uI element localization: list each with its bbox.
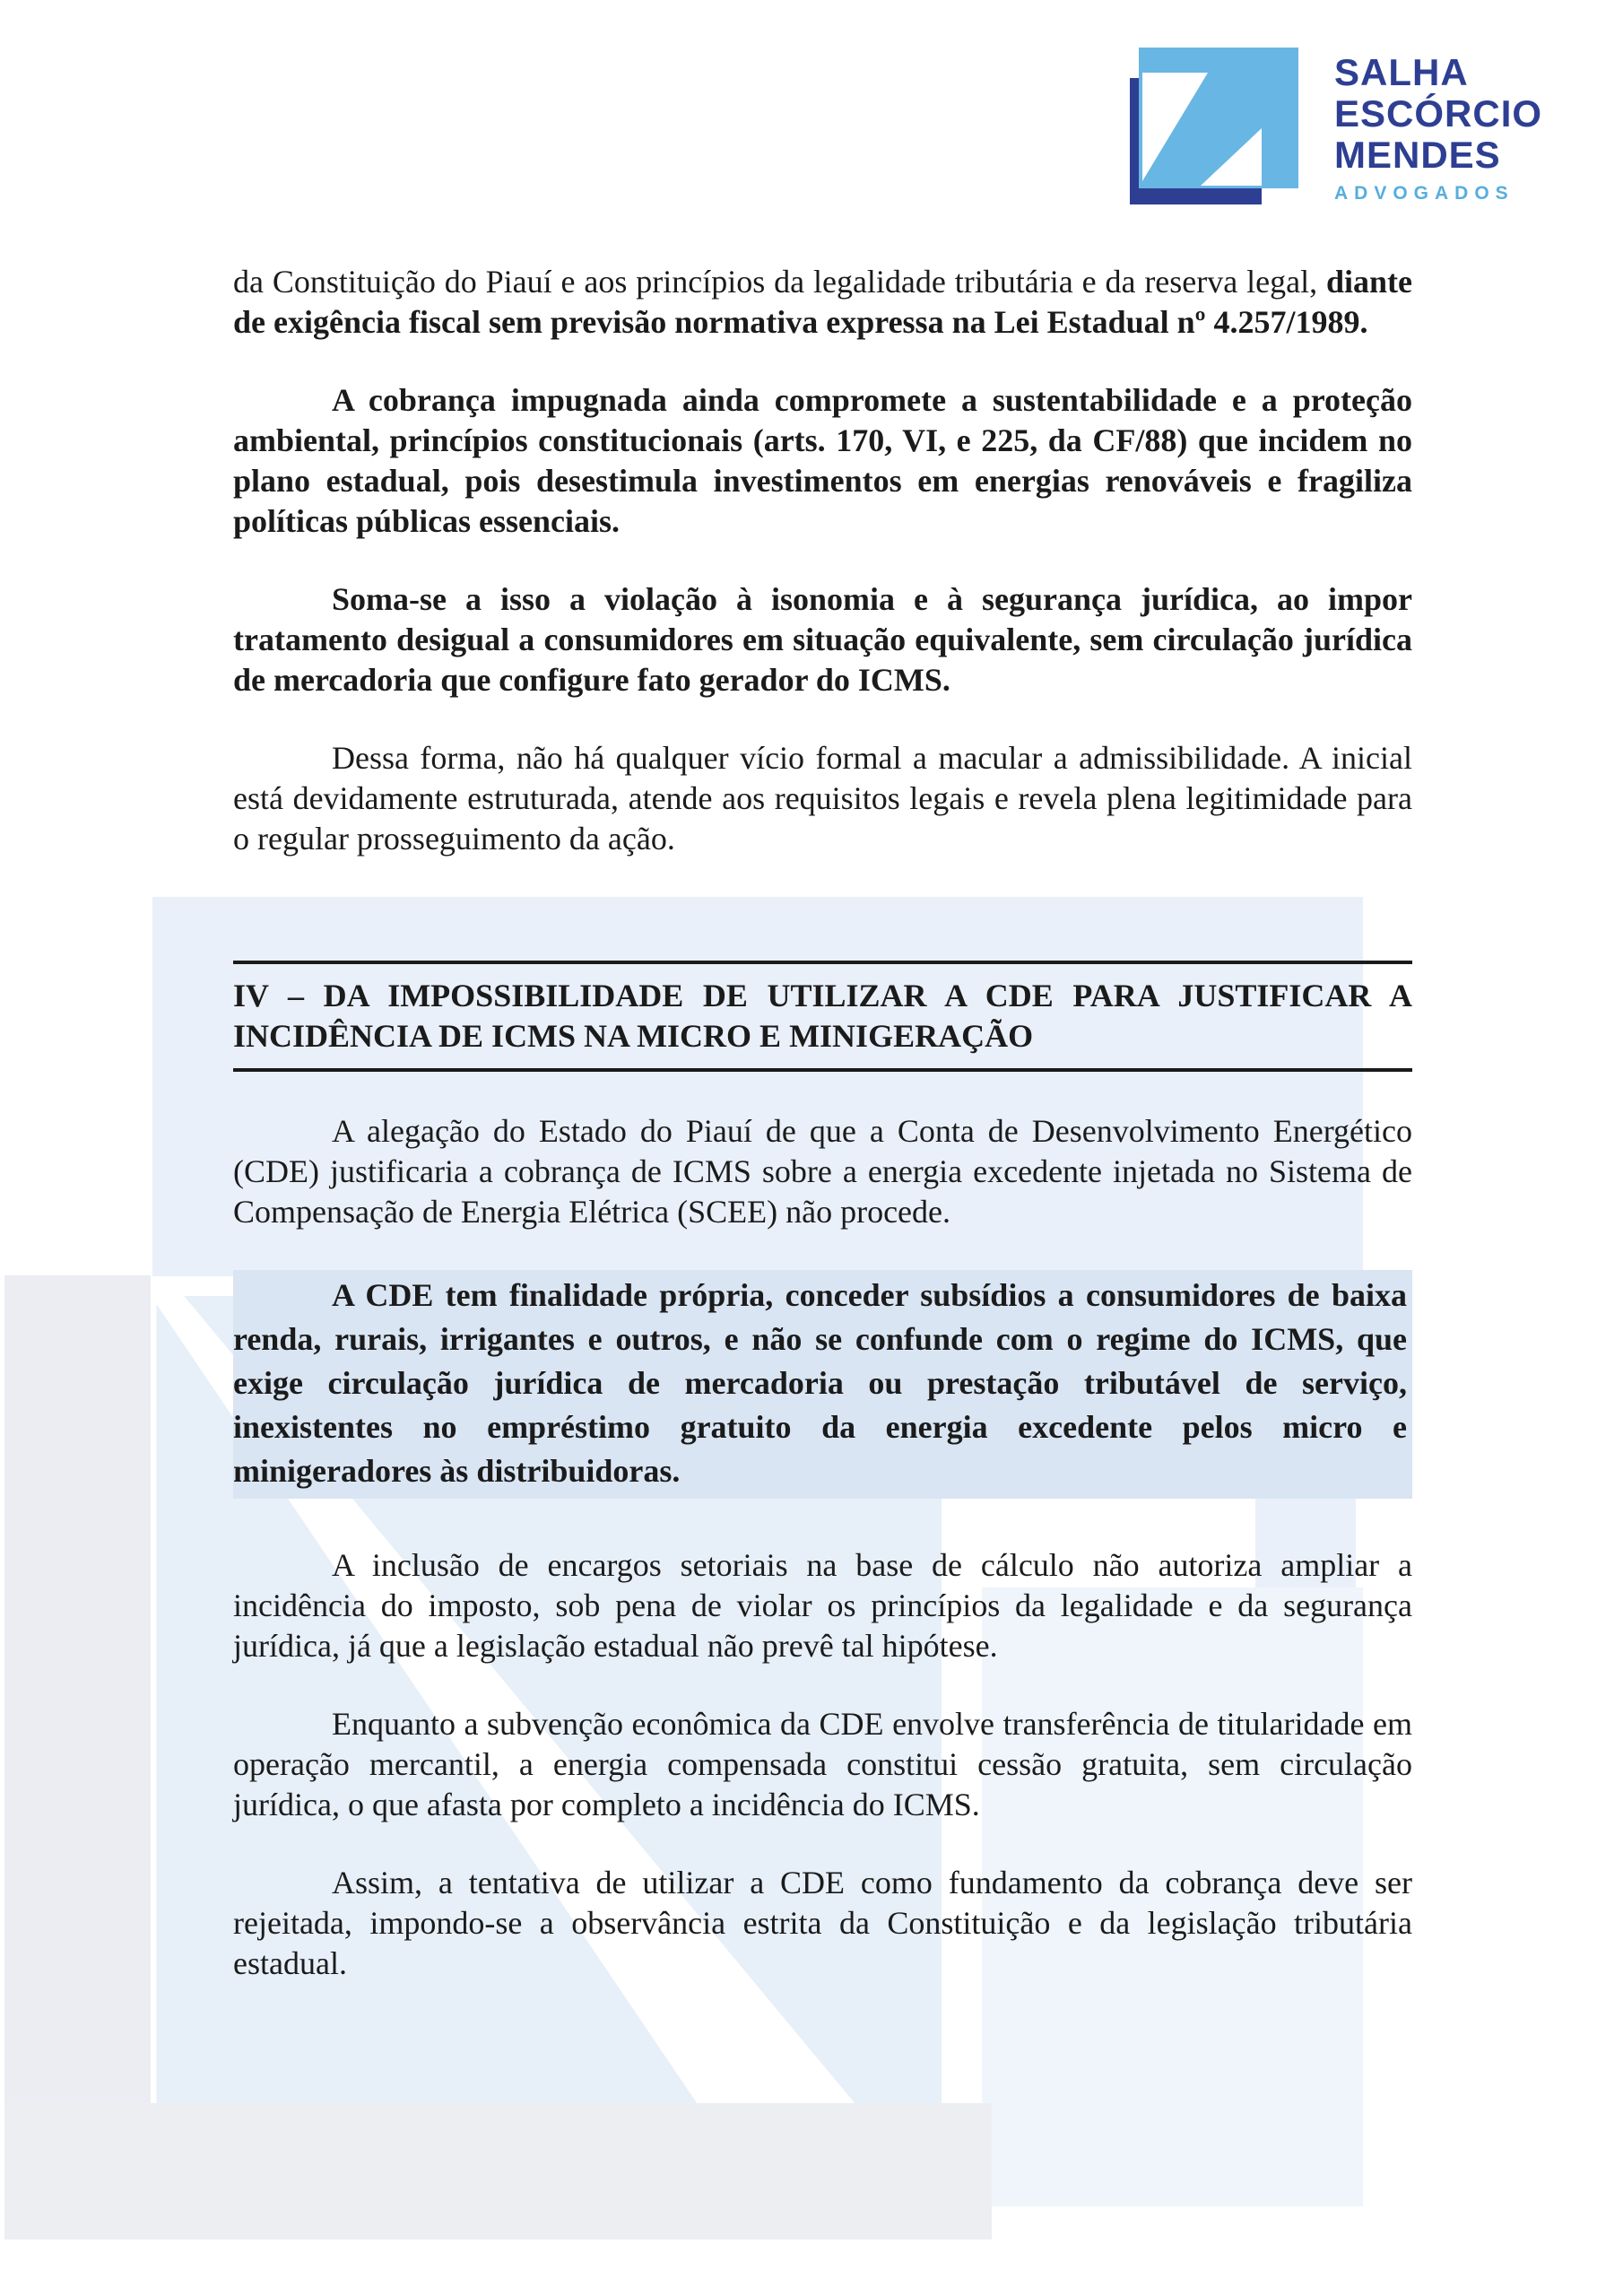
text-run: A alegação do Estado do Piauí de que a Conta de Desenvolvimento Energético (CDE) justificaria a cobrança de ICMS sobre a energia excedente injetada no Sistema de Compensação de Energia Elétrica (SCEE) não procede.: [233, 1113, 1412, 1230]
text-run: Enquanto a subvenção econômica da CDE envolve transferência de titularidade em operação mercantil, a energia compensada constitui cessão gratuita, sem circulação jurídica, o que afasta por completo a incidência do ICMS.: [233, 1706, 1412, 1822]
law-firm-logo-icon: [1130, 45, 1309, 206]
paragraph: [233, 1111, 1412, 1232]
logo-name-line1: SALHA: [1334, 51, 1469, 93]
paragraph-highlighted: [233, 1270, 1412, 1499]
logo-lightblue-square: [1139, 48, 1298, 188]
text-run: A CDE tem finalidade própria, conceder subsídios a consumidores de baixa renda, rurais, irrigantes e outros, e não se confunde com o regime do ICMS, que exige circulação jurídica de mercadoria ou prestação tributável de serviço, inexistentes no empréstimo gratuito da energia excedente pelos micro e minigeradores às distribuidoras.: [233, 1277, 1407, 1489]
logo-subtitle: ADVOGADOS: [1334, 183, 1515, 204]
paragraph: [233, 262, 1412, 343]
paragraph: [233, 380, 1412, 542]
document-body: [233, 262, 1412, 2022]
text-run: A cobrança impugnada ainda compromete a sustentabilidade e a proteção ambiental, princípios constitucionais (arts. 170, VI, e 225, da CF/88) que incidem no plano estadual, pois desestimula investimentos em energias renováveis e fragiliza políticas públicas essenciais.: [233, 382, 1412, 539]
logo-name-line3: MENDES: [1334, 134, 1501, 176]
text-run: A inclusão de encargos setoriais na base de cálculo não autoriza ampliar a incidência do imposto, sob pena de violar os princípios da legalidade e da segurança jurídica, já que a legislação estadual não prevê tal hipótese.: [233, 1547, 1412, 1664]
section-heading: IV – DA IMPOSSIBILIDADE DE UTILIZAR A CDE PARA JUSTIFICAR A INCIDÊNCIA DE ICMS NA MICRO E MINIGERAÇÃO: [233, 961, 1412, 1072]
paragraph: [233, 579, 1412, 700]
logo-name-line2: ESCÓRCIO: [1334, 92, 1543, 135]
logo-arrow-cutout: [1139, 48, 1298, 188]
logo-wordmark: [1334, 45, 1542, 206]
text-run: da Constituição do Piauí e aos princípios da legalidade tributária e da reserva legal,: [233, 264, 1326, 300]
watermark-shape-left-band: [4, 1275, 151, 2193]
text-run: Soma-se a isso a violação à isonomia e à segurança jurídica, ao impor tratamento desigual a consumidores em situação equivalente, sem circulação jurídica de mercadoria que configure fato gerador do ICMS.: [233, 581, 1412, 698]
letterhead-logo: [1130, 45, 1542, 206]
text-run: diante de exigência fiscal sem previsão normativa expressa na Lei Estadual nº 4.257/1989.: [233, 264, 1412, 340]
watermark-shape-bottom-gray: [4, 2103, 992, 2239]
paragraph: [233, 1545, 1412, 1666]
text-run: Dessa forma, não há qualquer vício formal a macular a admissibilidade. A inicial está devidamente estruturada, atende aos requisitos legais e revela plena legitimidade para o regular prosseguimento da ação.: [233, 740, 1412, 857]
paragraph: [233, 1704, 1412, 1825]
paragraph: [233, 1863, 1412, 1984]
text-run: Assim, a tentativa de utilizar a CDE como fundamento da cobrança deve ser rejeitada, impondo-se a observância estrita da Constituição e da legislação tributária estadual.: [233, 1865, 1412, 1981]
paragraph: [233, 738, 1412, 859]
